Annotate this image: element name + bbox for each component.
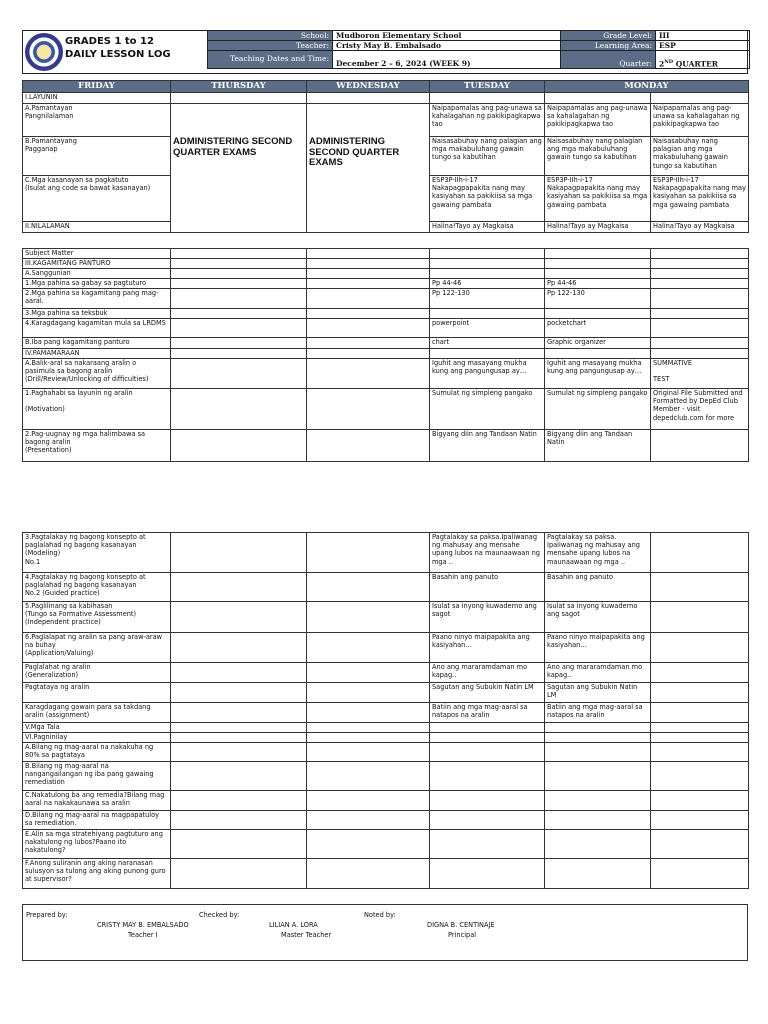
monday-cell-a: Pp 122-130 <box>430 289 545 309</box>
wednesday-cell <box>307 723 430 733</box>
wednesday-cell <box>307 430 430 462</box>
friday-thursday-cell <box>171 683 307 703</box>
monday-cell-a: chart <box>430 338 545 349</box>
monday-cell-a: Sumulat ng simpleng pangako <box>430 389 545 430</box>
wednesday-cell <box>307 533 430 573</box>
monday-cell-b <box>545 249 651 259</box>
monday-cell-c <box>651 703 749 723</box>
grade-label: Grade Level: <box>561 31 656 41</box>
row-label: V.Mga Tala <box>23 723 171 733</box>
thursday-exam-text: ADMINISTERING SECOND QUARTER EXAMS <box>173 136 293 158</box>
monday-cell-a: ESP3P-IIh-i-17 Nakapagpapakita nang may kasiyahan sa pakikiisa sa mga gawaing pambata <box>430 176 545 222</box>
monday-cell-a <box>430 349 545 359</box>
wednesday-cell <box>307 389 430 430</box>
monday-cell-b: Halina!Tayo ay Magkaisa <box>545 222 651 233</box>
wednesday-cell <box>307 319 430 338</box>
row-label: A.Bilang ng mag-aaral na nakakuha ng 80% sa pagtataya <box>23 743 171 762</box>
row-label: 1.Paghahabi sa layunin ng aralin (Motivation) <box>23 389 171 430</box>
row-label: 1.Mga pahina sa gabay sa pagtuturo <box>23 279 171 289</box>
monday-cell-c <box>651 269 749 279</box>
wednesday-cell <box>307 733 430 743</box>
row-label: B.Pamantayang Pagganap <box>23 137 171 176</box>
monday-cell-a <box>430 259 545 269</box>
monday-cell-a <box>430 762 545 791</box>
row-label: A.Sanggunian <box>23 269 171 279</box>
day-tuesday: TUESDAY <box>430 81 545 93</box>
day-monday: MONDAY <box>545 81 749 93</box>
monday-cell-b: Naipapamalas ang pag-unawa sa kahalagahan ng pakikipagkapwa tao <box>545 104 651 137</box>
monday-cell-c <box>651 733 749 743</box>
friday-thursday-cell <box>171 791 307 811</box>
monday-cell-c <box>651 602 749 633</box>
school-label: School: <box>208 31 333 41</box>
table-row <box>23 811 749 830</box>
table-row <box>23 663 749 683</box>
monday-cell-c: Naisasabuhay nang palagian ang mga makabuluhang gawain tungo sa kabutihan <box>651 137 749 176</box>
school-value: Mudboron Elementary School <box>333 31 561 41</box>
row-label: 4.Pagtalakay ng bagong konsepto at paglalahad ng bagong kasanayan No.2 (Guided practice) <box>23 573 171 602</box>
monday-cell-c <box>651 289 749 309</box>
monday-cell-a: Isulat sa inyong kuwaderno ang sagot <box>430 602 545 633</box>
table-row <box>23 309 749 319</box>
prepared-name: CRISTY MAY B. EMBALSADO <box>97 921 189 929</box>
monday-cell-a: Sagutan ang Subukin Natin LM <box>430 683 545 703</box>
wednesday-cell <box>307 249 430 259</box>
row-label: II.NILALAMAN <box>23 222 171 233</box>
wednesday-cell <box>307 743 430 762</box>
monday-cell-b: Graphic organizer <box>545 338 651 349</box>
table-row <box>23 723 749 733</box>
friday-thursday-cell <box>171 249 307 259</box>
wednesday-cell <box>307 104 430 233</box>
deped-seal-icon <box>25 33 63 71</box>
prepared-title: Teacher I <box>128 931 158 939</box>
monday-cell-a: Ano ang mararamdaman mo kapag.. <box>430 663 545 683</box>
monday-cell-c: ESP3P-IIh-i-17 Nakapagpapakita nang may kasiyahan sa pakikiisa sa mga gawaing pambata <box>651 176 749 222</box>
monday-cell-b <box>545 733 651 743</box>
friday-thursday-cell <box>171 733 307 743</box>
row-label: E.Alin sa mga stratehiyang pagtuturo ang nakatulong ng lubos?Paano ito nakatulong? <box>23 830 171 859</box>
row-label: 5.Paglilinang sa kabihasan (Tungo sa Formative Assessment) (Independent practice) <box>23 602 171 633</box>
monday-cell-a <box>430 269 545 279</box>
wednesday-cell <box>307 93 430 104</box>
checked-title: Master Teacher <box>281 931 332 939</box>
monday-cell-a: Naisasabuhay nang palagian ang mga makabuluhang gawain tungo sa kabutihan <box>430 137 545 176</box>
dates-value: December 2 – 6, 2024 (WEEK 9) <box>333 51 561 69</box>
friday-thursday-cell <box>171 743 307 762</box>
monday-cell-a <box>430 830 545 859</box>
monday-cell-c <box>651 259 749 269</box>
table-row <box>23 830 749 859</box>
monday-cell-b <box>545 811 651 830</box>
friday-thursday-cell <box>171 359 307 389</box>
dates-label: Teaching Dates and Time: <box>208 51 333 69</box>
checked-by-label: Checked by: <box>199 911 240 919</box>
table-row <box>23 359 749 389</box>
noted-title: Principal <box>448 931 477 939</box>
friday-thursday-cell <box>171 430 307 462</box>
row-label: 6.Paglalapat ng aralin sa pang araw-araw na buhay (Application/Valuing) <box>23 633 171 663</box>
checked-name: LILIAN A. LORA <box>269 921 318 929</box>
monday-cell-c <box>651 93 749 104</box>
row-label: A.Pamantayan Pangnilalaman <box>23 104 171 137</box>
wednesday-cell <box>307 859 430 889</box>
monday-cell-c <box>651 762 749 791</box>
monday-cell-c <box>651 830 749 859</box>
friday-thursday-cell <box>171 309 307 319</box>
table-row <box>23 762 749 791</box>
wednesday-cell <box>307 791 430 811</box>
table-row <box>23 93 749 104</box>
monday-cell-b: Naisasabuhay nang palagian ang mga makabuluhang gawain tungo sa kabutihan <box>545 137 651 176</box>
procedure-reflection-table <box>22 532 749 889</box>
monday-cell-a: Basahin ang panuto <box>430 573 545 602</box>
table-row <box>23 259 749 269</box>
monday-cell-a <box>430 249 545 259</box>
monday-cell-b: Basahin ang panuto <box>545 573 651 602</box>
row-label: F.Anong suliranin ang aking naranasan sulusyon sa tulong ang aking punong guro at supervisor? <box>23 859 171 889</box>
monday-cell-a: Pagtalakay sa paksa.Ipaliwanag ng mahusay ang mensahe upang lubos na maunaawaan ng mga .. <box>430 533 545 573</box>
table-row <box>23 349 749 359</box>
friday-thursday-cell <box>171 573 307 602</box>
friday-thursday-cell <box>171 602 307 633</box>
friday-thursday-cell <box>171 811 307 830</box>
table-row <box>23 289 749 309</box>
monday-cell-c <box>651 663 749 683</box>
friday-thursday-cell <box>171 830 307 859</box>
grade-value: III <box>656 31 750 41</box>
table-row <box>23 683 749 703</box>
monday-cell-b: Sagutan ang Subukin Natin LM <box>545 683 651 703</box>
monday-cell-a <box>430 733 545 743</box>
row-label: IV.PAMAMARAAN <box>23 349 171 359</box>
table-row <box>23 602 749 633</box>
friday-thursday-cell <box>171 633 307 663</box>
row-label: A.Balik-aral sa nakaraang aralin o pasimula sa bagong aralin (Drill/Review/Unlocking of difficulties) <box>23 359 171 389</box>
wednesday-cell <box>307 663 430 683</box>
monday-cell-a: Iguhit ang masayang mukha kung ang pangungusap ay… <box>430 359 545 389</box>
wednesday-cell <box>307 359 430 389</box>
wednesday-cell <box>307 762 430 791</box>
wednesday-cell <box>307 573 430 602</box>
document-title <box>65 35 171 61</box>
row-label: Paglalahat ng aralin (Generalization) <box>23 663 171 683</box>
wednesday-cell <box>307 602 430 633</box>
table-row <box>23 703 749 723</box>
monday-cell-b <box>545 743 651 762</box>
monday-cell-b <box>545 723 651 733</box>
friday-thursday-cell <box>171 289 307 309</box>
monday-cell-c: SUMMATIVE TEST <box>651 359 749 389</box>
monday-cell-b: pocketchart <box>545 319 651 338</box>
monday-cell-a <box>430 743 545 762</box>
dll-header <box>22 30 748 74</box>
table-row <box>23 269 749 279</box>
monday-cell-c <box>651 430 749 462</box>
monday-cell-c <box>651 279 749 289</box>
quarter-label: Quarter: <box>561 51 656 69</box>
table-row <box>23 338 749 349</box>
friday-thursday-cell <box>171 703 307 723</box>
row-label: 3.Pagtalakay ng bagong konsepto at paglalahad ng bagong kasanayan (Modeling) No.1 <box>23 533 171 573</box>
friday-thursday-cell <box>171 723 307 733</box>
monday-cell-c <box>651 338 749 349</box>
monday-cell-c <box>651 319 749 338</box>
wednesday-cell <box>307 830 430 859</box>
monday-cell-b <box>545 349 651 359</box>
monday-cell-b: ESP3P-IIh-i-17 Nakapagpapakita nang may kasiyahan sa pakikiisa sa mga gawaing pambata <box>545 176 651 222</box>
monday-cell-b <box>545 309 651 319</box>
wednesday-exam-text: ADMINISTERING SECOND QUARTER EXAMS <box>309 136 400 168</box>
monday-cell-b: Pagtalakay sa paksa. Ipaliwanag ng mahusay ang mensahe upang lubos na maunaawaan ng mga .. <box>545 533 651 573</box>
day-friday: FRIDAY <box>23 81 171 93</box>
row-label: Subject Matter <box>23 249 171 259</box>
wednesday-cell <box>307 269 430 279</box>
wednesday-cell <box>307 289 430 309</box>
table-row <box>23 249 749 259</box>
wednesday-cell <box>307 338 430 349</box>
prepared-by-label: Prepared by: <box>26 911 68 919</box>
friday-thursday-cell <box>171 349 307 359</box>
area-value: ESP <box>656 41 750 51</box>
monday-cell-b <box>545 259 651 269</box>
monday-cell-c <box>651 811 749 830</box>
table-row <box>23 319 749 338</box>
table-row <box>23 430 749 462</box>
monday-cell-b: Paano ninyo maipapakita ang kasiyahan… <box>545 633 651 663</box>
monday-cell-b: Isulat sa inyong kuwaderno ang sagot <box>545 602 651 633</box>
header-info-table <box>207 30 750 69</box>
monday-cell-a: Naipapamalas ang pag-unawa sa kahalagahan ng pakikipagkapwa tao <box>430 104 545 137</box>
wednesday-cell <box>307 703 430 723</box>
table-row <box>23 743 749 762</box>
table-row <box>23 859 749 889</box>
monday-cell-c: Halina!Tayo ay Magkaisa <box>651 222 749 233</box>
monday-cell-c <box>651 683 749 703</box>
monday-cell-b: Pp 44-46 <box>545 279 651 289</box>
monday-cell-a <box>430 723 545 733</box>
monday-cell-b: Iguhit ang masayang mukha kung ang pangungusap ay… <box>545 359 651 389</box>
monday-cell-c <box>651 573 749 602</box>
monday-cell-a: Halina!Tayo ay Magkaisa <box>430 222 545 233</box>
friday-thursday-cell <box>171 389 307 430</box>
monday-cell-c <box>651 791 749 811</box>
monday-cell-a: Bigyang diin ang Tandaan Natin <box>430 430 545 462</box>
monday-cell-b: Batiin ang mga mag-aaral sa natapos na aralin <box>545 703 651 723</box>
row-label: VI.Pagninilay <box>23 733 171 743</box>
friday-thursday-cell <box>171 269 307 279</box>
monday-cell-a: Paano ninyo maipapakita ang kasiyahan… <box>430 633 545 663</box>
monday-cell-b <box>545 269 651 279</box>
monday-cell-a <box>430 93 545 104</box>
monday-cell-a <box>430 859 545 889</box>
row-label: 4.Karagdagang kagamitan mula sa LRDMS <box>23 319 171 338</box>
table-row <box>23 733 749 743</box>
row-label: B.Bilang ng mag-aaral na nangangailangan ng iba pang gawaing remediation <box>23 762 171 791</box>
monday-cell-c <box>651 743 749 762</box>
wednesday-cell <box>307 259 430 269</box>
title-line-2: DAILY LESSON LOG <box>65 49 171 60</box>
monday-cell-b: Pp 122-130 <box>545 289 651 309</box>
monday-cell-b <box>545 762 651 791</box>
monday-cell-a <box>430 309 545 319</box>
friday-thursday-cell <box>171 762 307 791</box>
monday-cell-c <box>651 723 749 733</box>
materials-procedure-table <box>22 248 749 462</box>
friday-thursday-cell <box>171 663 307 683</box>
monday-cell-b: Bigyang diin ang Tandaan Natin <box>545 430 651 462</box>
monday-cell-a <box>430 811 545 830</box>
monday-cell-c <box>651 533 749 573</box>
table-row <box>23 104 749 137</box>
day-wednesday: WEDNESDAY <box>307 81 430 93</box>
table-row <box>23 573 749 602</box>
row-label: Pagtataya ng aralin <box>23 683 171 703</box>
friday-thursday-cell <box>171 93 307 104</box>
monday-cell-c: Original File Submitted and Formatted by DepEd Club Member - visit depedclub.com for more <box>651 389 749 430</box>
row-label: I.LAYUNIN <box>23 93 171 104</box>
wednesday-cell <box>307 633 430 663</box>
row-label: 2.Pag-uugnay ng mga halimbawa sa bagong aralin (Presentation) <box>23 430 171 462</box>
row-label: 2.Mga pahina sa kagamitang pang mag-aaral. <box>23 289 171 309</box>
wednesday-cell <box>307 683 430 703</box>
day-header-row <box>23 81 749 93</box>
monday-cell-b <box>545 93 651 104</box>
friday-thursday-cell <box>171 338 307 349</box>
monday-cell-c <box>651 249 749 259</box>
friday-thursday-cell <box>171 279 307 289</box>
monday-cell-a: Pp 44-46 <box>430 279 545 289</box>
noted-name: DIGNA B. CENTINAJE <box>427 921 495 929</box>
area-label: Learning Area: <box>561 41 656 51</box>
friday-thursday-cell <box>171 859 307 889</box>
monday-cell-a <box>430 791 545 811</box>
monday-cell-b <box>545 830 651 859</box>
row-label: D.Bilang ng mag-aaral na magpapatuloy sa remediation. <box>23 811 171 830</box>
friday-thursday-cell <box>171 319 307 338</box>
wednesday-cell <box>307 279 430 289</box>
row-label: C.Mga kasanayan sa pagkatuto (Isulat ang code sa bawat kasanayan) <box>23 176 171 222</box>
monday-cell-b <box>545 859 651 889</box>
monday-cell-c <box>651 309 749 319</box>
monday-cell-b: Sumulat ng simpleng pangako <box>545 389 651 430</box>
day-thursday: THURSDAY <box>171 81 307 93</box>
table-row <box>23 633 749 663</box>
monday-cell-b <box>545 791 651 811</box>
monday-cell-c: Naipapamalas ang pag-unawa sa kahalagahan ng pakikipagkapwa tao <box>651 104 749 137</box>
monday-cell-a: Batiin ang mga mag-aaral sa natapos na aralin <box>430 703 545 723</box>
row-label: 3.Mga pahina sa teksbuk <box>23 309 171 319</box>
row-label: C.Nakatulong ba ang remedia?Bilang mag aaral na nakakaunawa sa aralin <box>23 791 171 811</box>
row-label: B.Iba pang kagamitang panturo <box>23 338 171 349</box>
noted-by-label: Noted by: <box>364 911 396 919</box>
table-row <box>23 533 749 573</box>
monday-cell-b: Ano ang mararamdaman mo kapag.. <box>545 663 651 683</box>
wednesday-cell <box>307 349 430 359</box>
row-label: III.KAGAMITANG PANTURO <box>23 259 171 269</box>
signature-block <box>22 904 748 961</box>
monday-cell-c <box>651 633 749 663</box>
table-row <box>23 279 749 289</box>
thursday-cell <box>171 104 307 233</box>
friday-thursday-cell <box>171 533 307 573</box>
title-line-1: GRADES 1 to 12 <box>65 36 154 47</box>
monday-cell-c <box>651 859 749 889</box>
table-row <box>23 389 749 430</box>
teacher-label: Teacher: <box>208 41 333 51</box>
friday-thursday-cell <box>171 259 307 269</box>
quarter-value: 2ND QUARTER <box>656 51 750 69</box>
teacher-value: Cristy May B. Embalsado <box>333 41 561 51</box>
row-label: Karagdagang gawain para sa takdang aralin (assignment) <box>23 703 171 723</box>
table-row <box>23 791 749 811</box>
monday-cell-a: powerpoint <box>430 319 545 338</box>
wednesday-cell <box>307 309 430 319</box>
wednesday-cell <box>307 811 430 830</box>
monday-cell-c <box>651 349 749 359</box>
objectives-table <box>22 80 749 233</box>
